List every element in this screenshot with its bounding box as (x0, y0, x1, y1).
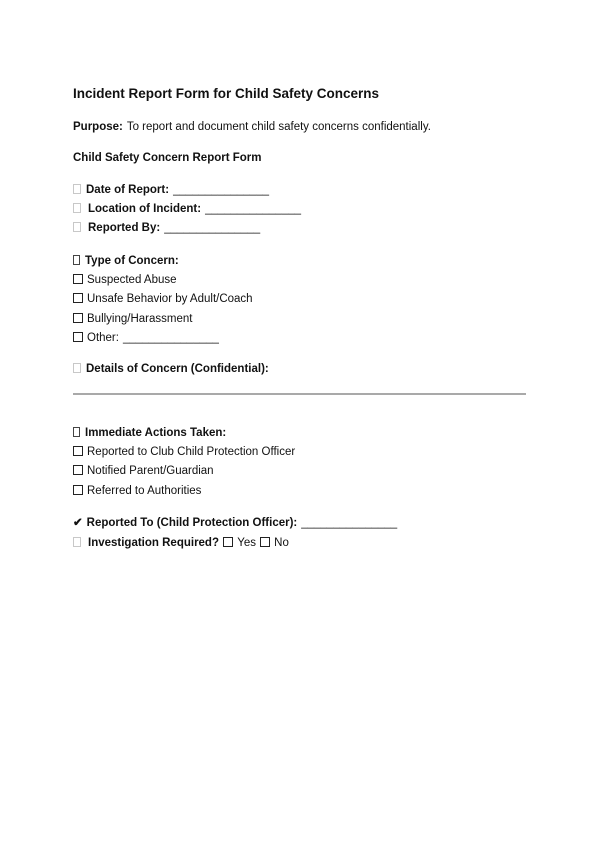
immediate-actions-label: Immediate Actions Taken: (85, 427, 227, 439)
concern-option-unsafe-behavior[interactable] (73, 292, 253, 306)
option-label: Reported to Club Child Protection Officer (87, 446, 296, 458)
location-row (73, 202, 301, 216)
checkbox-icon[interactable] (73, 313, 83, 323)
reported-to-label: Reported To (Child Protection Officer): (86, 517, 298, 529)
yes-label: Yes (237, 537, 256, 549)
option-label: Referred to Authorities (87, 485, 202, 497)
check-mark-icon: ✔ (73, 517, 83, 529)
option-label: Notified Parent/Guardian (87, 465, 214, 477)
no-label: No (274, 537, 289, 549)
option-label: Suspected Abuse (87, 274, 177, 286)
date-of-report-label: Date of Report: (86, 184, 170, 196)
reported-by-blank[interactable]: _______________ (164, 222, 261, 234)
missing-glyph-icon (73, 203, 81, 213)
concern-option-bullying[interactable] (73, 312, 192, 326)
checkbox-icon[interactable] (73, 465, 83, 475)
reported-by-row (73, 221, 260, 235)
investigation-row (73, 536, 289, 550)
concern-option-suspected-abuse[interactable] (73, 273, 177, 287)
investigation-label: Investigation Required? (88, 537, 219, 549)
form-subtitle: Child Safety Concern Report Form (73, 152, 262, 164)
yes-checkbox-icon[interactable] (223, 537, 233, 547)
concern-option-other[interactable] (73, 331, 219, 345)
missing-glyph-icon (73, 537, 81, 547)
location-label: Location of Incident: (88, 203, 202, 215)
checkbox-icon[interactable] (73, 293, 83, 303)
purpose-line (73, 121, 431, 133)
action-option-reported-club[interactable] (73, 445, 295, 459)
option-label: Other: (87, 332, 119, 344)
type-of-concern-heading (73, 254, 179, 268)
missing-glyph-icon (73, 363, 81, 373)
checkbox-icon[interactable] (73, 485, 83, 495)
checkbox-icon[interactable] (73, 446, 83, 456)
details-heading (73, 362, 269, 376)
no-checkbox-icon[interactable] (260, 537, 270, 547)
reported-by-label: Reported By: (88, 222, 161, 234)
option-label: Bullying/Harassment (87, 313, 193, 325)
location-blank[interactable]: _______________ (205, 203, 302, 215)
missing-glyph-icon (73, 222, 81, 232)
details-divider (73, 393, 526, 395)
checkbox-icon[interactable] (73, 332, 83, 342)
page-title: Incident Report Form for Child Safety Concerns (73, 86, 380, 101)
other-blank[interactable]: _______________ (122, 332, 219, 344)
date-of-report-row (73, 183, 269, 197)
option-label: Unsafe Behavior by Adult/Coach (87, 293, 253, 305)
details-label: Details of Concern (Confidential): (86, 363, 269, 375)
immediate-actions-heading (73, 426, 226, 440)
purpose-label: Purpose: (73, 121, 123, 133)
action-option-referred-authorities[interactable] (73, 484, 201, 498)
type-of-concern-label: Type of Concern: (85, 255, 179, 267)
missing-glyph-icon (73, 427, 80, 437)
missing-glyph-icon (73, 184, 81, 194)
checkbox-icon[interactable] (73, 274, 83, 284)
action-option-notified-parent[interactable] (73, 464, 214, 478)
reported-to-blank[interactable]: _______________ (301, 517, 398, 529)
missing-glyph-icon (73, 255, 80, 265)
date-of-report-blank[interactable]: _______________ (173, 184, 269, 196)
purpose-text: To report and document child safety concerns confidentially. (126, 121, 431, 133)
reported-to-row (73, 516, 397, 530)
